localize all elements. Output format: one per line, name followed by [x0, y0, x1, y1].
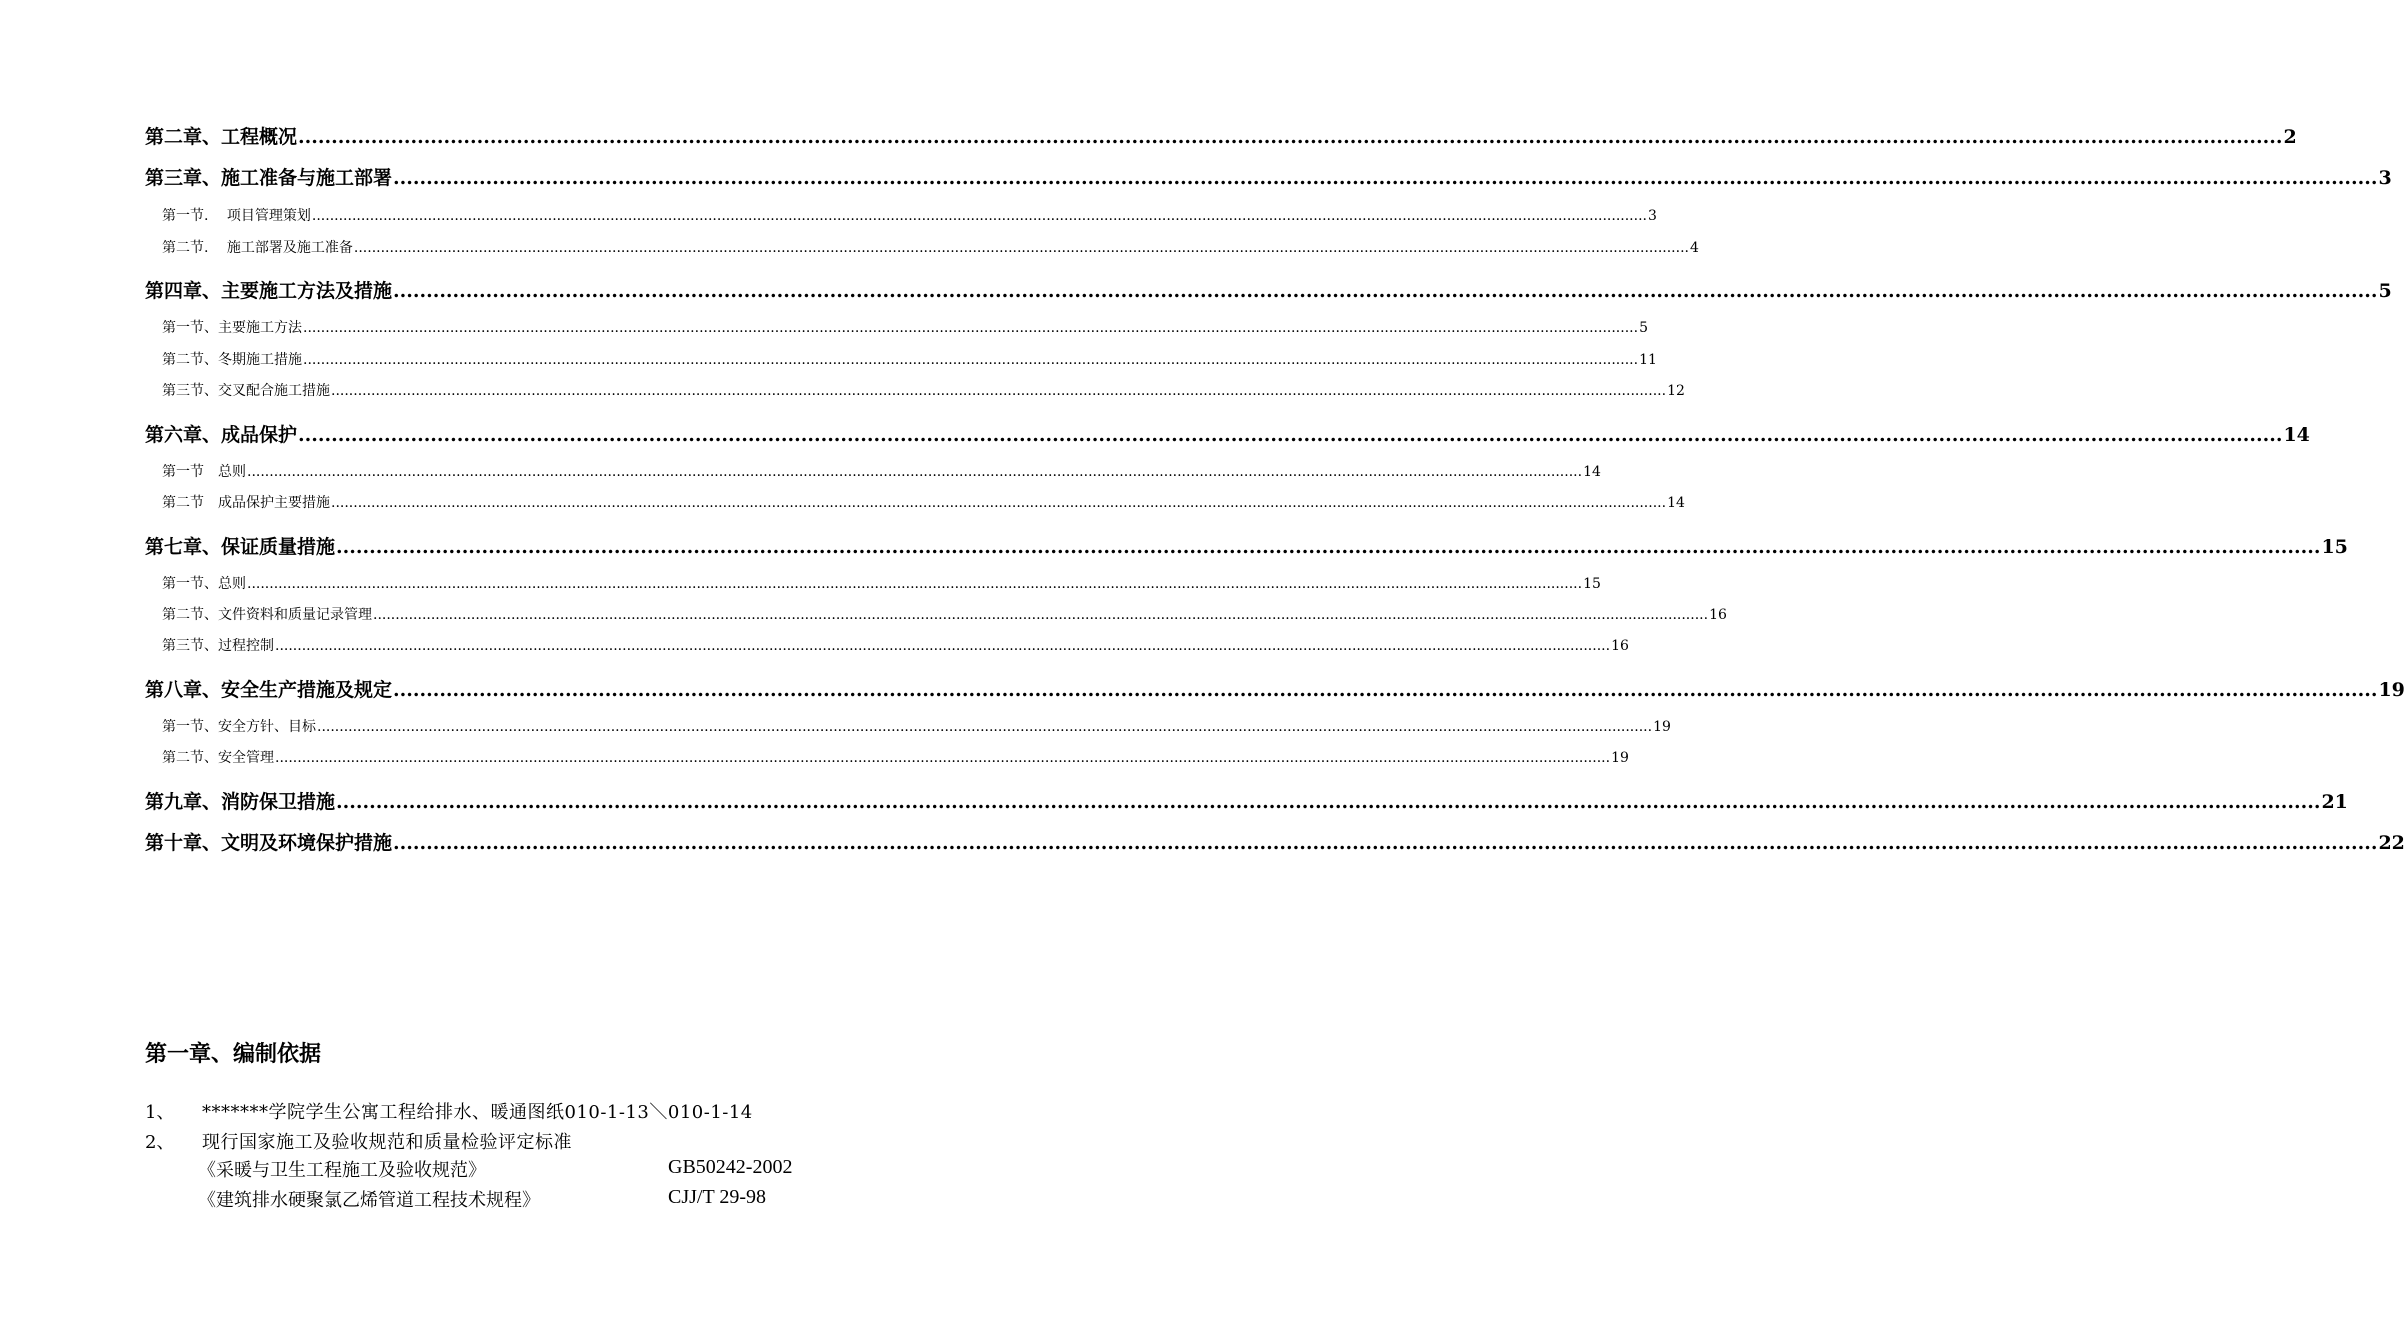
toc-section-entry[interactable] [162, 380, 1685, 400]
toc-leader-dots: ............................................................................................................................................................................................................................................................................................................ [336, 791, 2321, 813]
toc-section-entry[interactable] [162, 492, 1685, 512]
basis-item-text: *******学院学生公寓工程给排水、暖通图纸010-1-13＼010-1-14 [202, 1102, 753, 1123]
toc-chapter-entry[interactable] [145, 787, 2348, 814]
toc-entry-page-number: 19 [1611, 750, 1629, 766]
toc-section-entry[interactable] [162, 747, 1629, 767]
toc-entry-page-number: 2 [2283, 126, 2297, 148]
toc-entry-label: 第一节、安全方针、目标 [162, 719, 316, 735]
basis-item-text: 现行国家施工及验收规范和质量检验评定标准 [202, 1132, 572, 1153]
toc-entry-label: 第一节、主要施工方法 [162, 320, 302, 336]
standard-code: GB50242-2002 [668, 1156, 793, 1178]
toc-entry-page-number: 22 [2378, 832, 2405, 854]
toc-entry-page-number: 19 [1653, 719, 1671, 735]
toc-chapter-entry[interactable] [145, 828, 2405, 855]
toc-leader-dots: ............................................................................................................................................................................................................................................................................................................ [298, 126, 2283, 148]
toc-entry-page-number: 15 [2321, 536, 2348, 558]
standard-name: 《建筑排水硬聚氯乙烯管道工程技术规程》 [198, 1190, 540, 1211]
toc-entry-label: 第三章、施工准备与施工部署 [145, 167, 393, 189]
toc-entry-page-number: 3 [1647, 208, 1657, 224]
toc-entry-label: 第七章、保证质量措施 [145, 536, 336, 558]
toc-leader-dots: ............................................................................................................................................................................................................................................................................................................ [275, 750, 1611, 766]
toc-leader-dots: ............................................................................................................................................................................................................................................................................................................ [311, 208, 1647, 224]
toc-leader-dots: ............................................................................................................................................................................................................................................................................................................ [317, 719, 1653, 735]
toc-leader-dots: ............................................................................................................................................................................................................................................................................................................ [303, 320, 1639, 336]
toc-leader-dots: ............................................................................................................................................................................................................................................................................................................ [331, 383, 1667, 399]
toc-entry-label: 第九章、消防保卫措施 [145, 791, 336, 813]
toc-chapter-entry[interactable] [145, 675, 2405, 702]
toc-entry-label: 第二节、冬期施工措施 [162, 352, 302, 368]
toc-entry-page-number: 11 [1639, 352, 1657, 368]
toc-entry-label: 第二节 成品保护主要措施 [162, 495, 330, 511]
toc-entry-label: 第一节、总则 [162, 576, 246, 592]
toc-chapter-entry[interactable] [145, 122, 2297, 149]
toc-section-entry[interactable] [162, 461, 1601, 481]
toc-entry-label: 第一节. 项目管理策划 [162, 208, 311, 224]
toc-entry-page-number: 14 [1583, 464, 1601, 480]
toc-section-entry[interactable] [162, 205, 1657, 225]
toc-entry-page-number: 16 [1611, 638, 1629, 654]
toc-leader-dots: ............................................................................................................................................................................................................................................................................................................ [393, 280, 2378, 302]
toc-leader-dots: ............................................................................................................................................................................................................................................................................................................ [393, 167, 2378, 189]
toc-entry-label: 第二节、安全管理 [162, 750, 274, 766]
toc-leader-dots: ............................................................................................................................................................................................................................................................................................................ [275, 638, 1611, 654]
toc-entry-label: 第三节、过程控制 [162, 638, 274, 654]
toc-entry-page-number: 4 [1689, 240, 1699, 256]
toc-entry-label: 第八章、安全生产措施及规定 [145, 679, 393, 701]
toc-entry-page-number: 12 [1667, 383, 1685, 399]
toc-entry-page-number: 15 [1583, 576, 1601, 592]
toc-section-entry[interactable] [162, 716, 1671, 736]
toc-section-entry[interactable] [162, 317, 1648, 337]
toc-entry-label: 第十章、文明及环境保护措施 [145, 832, 393, 854]
toc-leader-dots: ............................................................................................................................................................................................................................................................................................................ [353, 240, 1689, 256]
toc-entry-label: 第一节 总则 [162, 464, 246, 480]
toc-leader-dots: ............................................................................................................................................................................................................................................................................................................ [336, 536, 2321, 558]
toc-section-entry[interactable] [162, 604, 1727, 624]
basis-item-number: 1、 [145, 1102, 175, 1123]
toc-entry-page-number: 14 [2283, 424, 2310, 446]
toc-entry-label: 第三节、交叉配合施工措施 [162, 383, 330, 399]
basis-item-number: 2、 [145, 1132, 175, 1153]
toc-entry-page-number: 5 [1639, 320, 1648, 336]
toc-entry-page-number: 19 [2378, 679, 2405, 701]
standard-name: 《采暖与卫生工程施工及验收规范》 [198, 1160, 486, 1181]
toc-entry-label: 第二节、文件资料和质量记录管理 [162, 607, 372, 623]
toc-chapter-entry[interactable] [145, 276, 2392, 303]
toc-leader-dots: ............................................................................................................................................................................................................................................................................................................ [247, 464, 1583, 480]
toc-leader-dots: ............................................................................................................................................................................................................................................................................................................ [298, 424, 2283, 446]
toc-leader-dots: ............................................................................................................................................................................................................................................................................................................ [393, 679, 2378, 701]
toc-chapter-entry[interactable] [145, 532, 2348, 559]
toc-leader-dots: ............................................................................................................................................................................................................................................................................................................ [247, 576, 1583, 592]
toc-leader-dots: ............................................................................................................................................................................................................................................................................................................ [303, 352, 1639, 368]
toc-section-entry[interactable] [162, 349, 1657, 369]
toc-entry-page-number: 21 [2321, 791, 2348, 813]
standard-code: CJJ/T 29-98 [668, 1186, 766, 1208]
toc-section-entry[interactable] [162, 573, 1601, 593]
toc-leader-dots: ............................................................................................................................................................................................................................................................................................................ [373, 607, 1709, 623]
toc-entry-page-number: 3 [2378, 167, 2392, 189]
toc-section-entry[interactable] [162, 635, 1629, 655]
chapter-1-title: 第一章、编制依据 [145, 1041, 322, 1067]
toc-entry-page-number: 14 [1667, 495, 1685, 511]
toc-entry-page-number: 5 [2378, 280, 2392, 302]
toc-leader-dots: ............................................................................................................................................................................................................................................................................................................ [331, 495, 1667, 511]
toc-entry-label: 第二章、工程概况 [145, 126, 298, 148]
toc-entry-label: 第四章、主要施工方法及措施 [145, 280, 393, 302]
toc-chapter-entry[interactable] [145, 163, 2392, 190]
toc-leader-dots: ............................................................................................................................................................................................................................................................................................................ [393, 832, 2378, 854]
toc-entry-label: 第二节. 施工部署及施工准备 [162, 240, 353, 256]
toc-entry-label: 第六章、成品保护 [145, 424, 298, 446]
toc-entry-page-number: 16 [1709, 607, 1727, 623]
toc-section-entry[interactable] [162, 237, 1699, 257]
toc-chapter-entry[interactable] [145, 420, 2310, 447]
